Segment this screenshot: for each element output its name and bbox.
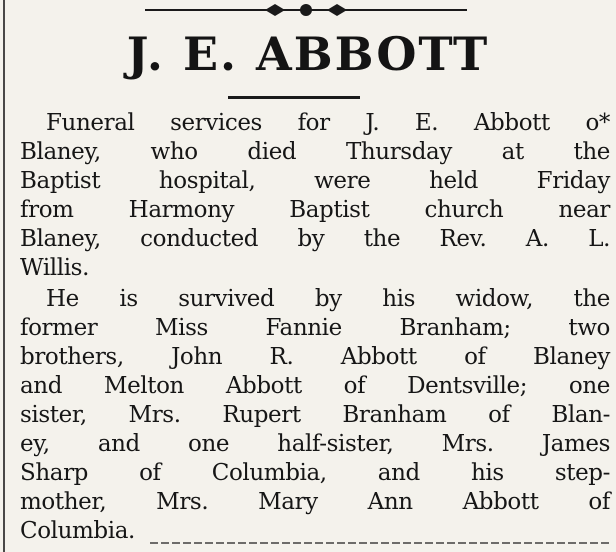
headline-divider	[228, 96, 360, 99]
text-line: mother, Mrs. Mary Ann Abbott of	[20, 489, 610, 515]
ornamental-rule-icon	[145, 2, 467, 18]
text-line: sister, Mrs. Rupert Branham of Blan-	[20, 402, 610, 428]
text-line: brothers, John R. Abbott of Blaney	[20, 344, 610, 370]
text-line: He is survived by his widow, the	[46, 286, 610, 312]
text-line: ey, and one half-sister, Mrs. James	[20, 431, 610, 457]
paragraph-2	[20, 285, 610, 546]
text-line: Blaney, who died Thursday at the	[20, 139, 610, 165]
text-line: Baptist hospital, were held Friday	[20, 168, 610, 194]
text-line: and Melton Abbott of Dentsville; one	[20, 373, 610, 399]
column-rule	[3, 0, 5, 552]
text-line: from Harmony Baptist church near	[20, 197, 610, 223]
text-line: former Miss Fannie Branham; two	[20, 315, 610, 341]
paragraph-1	[20, 109, 610, 283]
bottom-rule	[150, 542, 610, 544]
text-line: Columbia.	[20, 518, 135, 544]
headline: J. E. ABBOTT	[126, 27, 490, 81]
text-line: Blaney, conducted by the Rev. A. L.	[20, 226, 610, 252]
text-line: Willis.	[20, 255, 89, 281]
article-body	[20, 109, 610, 546]
text-line: Sharp of Columbia, and his step-	[20, 460, 610, 486]
text-line: Funeral services for J. E. Abbott o*	[46, 110, 610, 136]
